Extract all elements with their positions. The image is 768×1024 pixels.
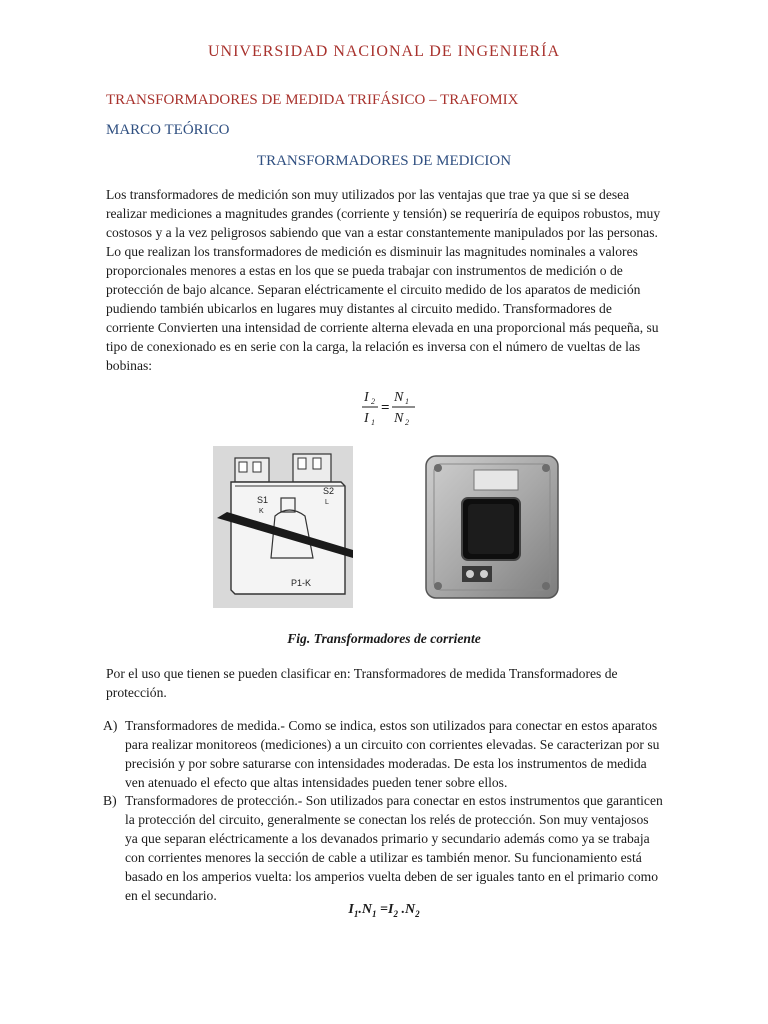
- formula-den-right: N: [394, 411, 404, 426]
- formula-den-left: I: [364, 411, 369, 426]
- list-marker: A): [103, 718, 118, 733]
- label-s1: S1: [257, 495, 269, 505]
- formula2-n2-sub: 2: [415, 908, 420, 919]
- list-item-text: Transformadores de medida.- Como se indica, estos son utilizados para conectar en estos aparatos para realizar monitoreos (mediciones) a un circuito con corrientes elevadas. Se caracterizan por su precisión y por sobre saturarse con intensidades moderadas. De esta los instrumentos de medida ven atenuado el efecto que altas intensidades pueden tener sobre ellos.: [125, 718, 660, 790]
- formula2-i2: I: [387, 902, 394, 917]
- formula-num-left-sub: 2: [371, 397, 375, 406]
- formula2-eq: =: [376, 902, 388, 917]
- label-l: L: [325, 499, 329, 506]
- list-item: [103, 716, 663, 792]
- list-item-text: Transformadores de protección.- Son utilizados para conectar en estos instrumentos que garanticen la protección del circuito, generalmente se conectan los relés de protección. Son muy ventajosos ya que separan eléctricamente a los devanados primario y secundario además como ya se trabaja con corrientes menores la sección de cable a utilizar es también menor. Su funcionamiento está basado en los amperios vuelta: los amperios vuelta deben de ser iguales tanto en el primario como en el secundario.: [125, 793, 663, 903]
- formula2-n1-sub: 1: [372, 908, 377, 919]
- formula-den-right-sub: 2: [405, 418, 409, 427]
- list-marker: B): [103, 793, 117, 808]
- formula2-i1-sub: 1: [353, 908, 359, 919]
- formula-num-left: I: [364, 390, 369, 405]
- classification-paragraph: Por el uso que tienen se pueden clasificar en: Transformadores de medida Transformadores de protección.: [106, 666, 618, 700]
- current-transformer-drawing: [213, 446, 353, 608]
- formula2-n1: .N: [358, 902, 372, 917]
- formula2-n2: .N: [397, 902, 416, 917]
- formula-num-right: N: [394, 390, 404, 405]
- intro-paragraph: Los transformadores de medición son muy utilizados por las ventajas que trae ya que si se desea realizar mediciones a magnitudes grandes (corriente y tensión) se requeriría de equipos robustos, muy costosos y a la vez peligrosos sabiendo que van a estar constantemente manipulados por las personas. Lo que realizan los transformadores de medición es disminuir las magnitudes nominales a valores proporcionales menores a estas en los que se pueda trabajar con instrumentos de medición o de protección de bajo alcance. Separan eléctricamente el circuito medido de los aparatos de medición pudiendo también ubicarlos en lugares muy distantes al circuito medido. Transformadores de corriente Convierten una intensidad de corriente alterna elevada en una proporcional más pequeña, su tipo de conexionado es en serie con la carga, la relación es inversa con el número de vueltas de las bobinas:: [106, 187, 661, 373]
- formula2-i2-sub: 2: [393, 908, 398, 919]
- label-k: K: [259, 508, 264, 515]
- label-p1k: P1-K: [291, 578, 312, 588]
- figure-caption: Fig. Transformadores de corriente: [287, 631, 481, 646]
- university-title: UNIVERSIDAD NACIONAL DE INGENIERÍA: [207, 43, 561, 60]
- ampere-turn-formula: [0, 902, 768, 919]
- list-item: [103, 791, 663, 905]
- formula-equals: =: [381, 400, 390, 416]
- label-s2: S2: [323, 486, 335, 496]
- document-subtitle: TRANSFORMADORES DE MEDIDA TRIFÁSICO – TRAFOMIX: [106, 92, 519, 108]
- ratio-formula: [360, 386, 420, 428]
- formula-num-right-sub: 1: [405, 397, 409, 406]
- current-transformer-photo: [424, 454, 560, 600]
- formula2-i1: I: [348, 902, 354, 917]
- formula-den-left-sub: 1: [371, 418, 375, 427]
- section-title: TRANSFORMADORES DE MEDICION: [256, 153, 512, 169]
- section-heading-marco: MARCO TEÓRICO: [106, 122, 230, 138]
